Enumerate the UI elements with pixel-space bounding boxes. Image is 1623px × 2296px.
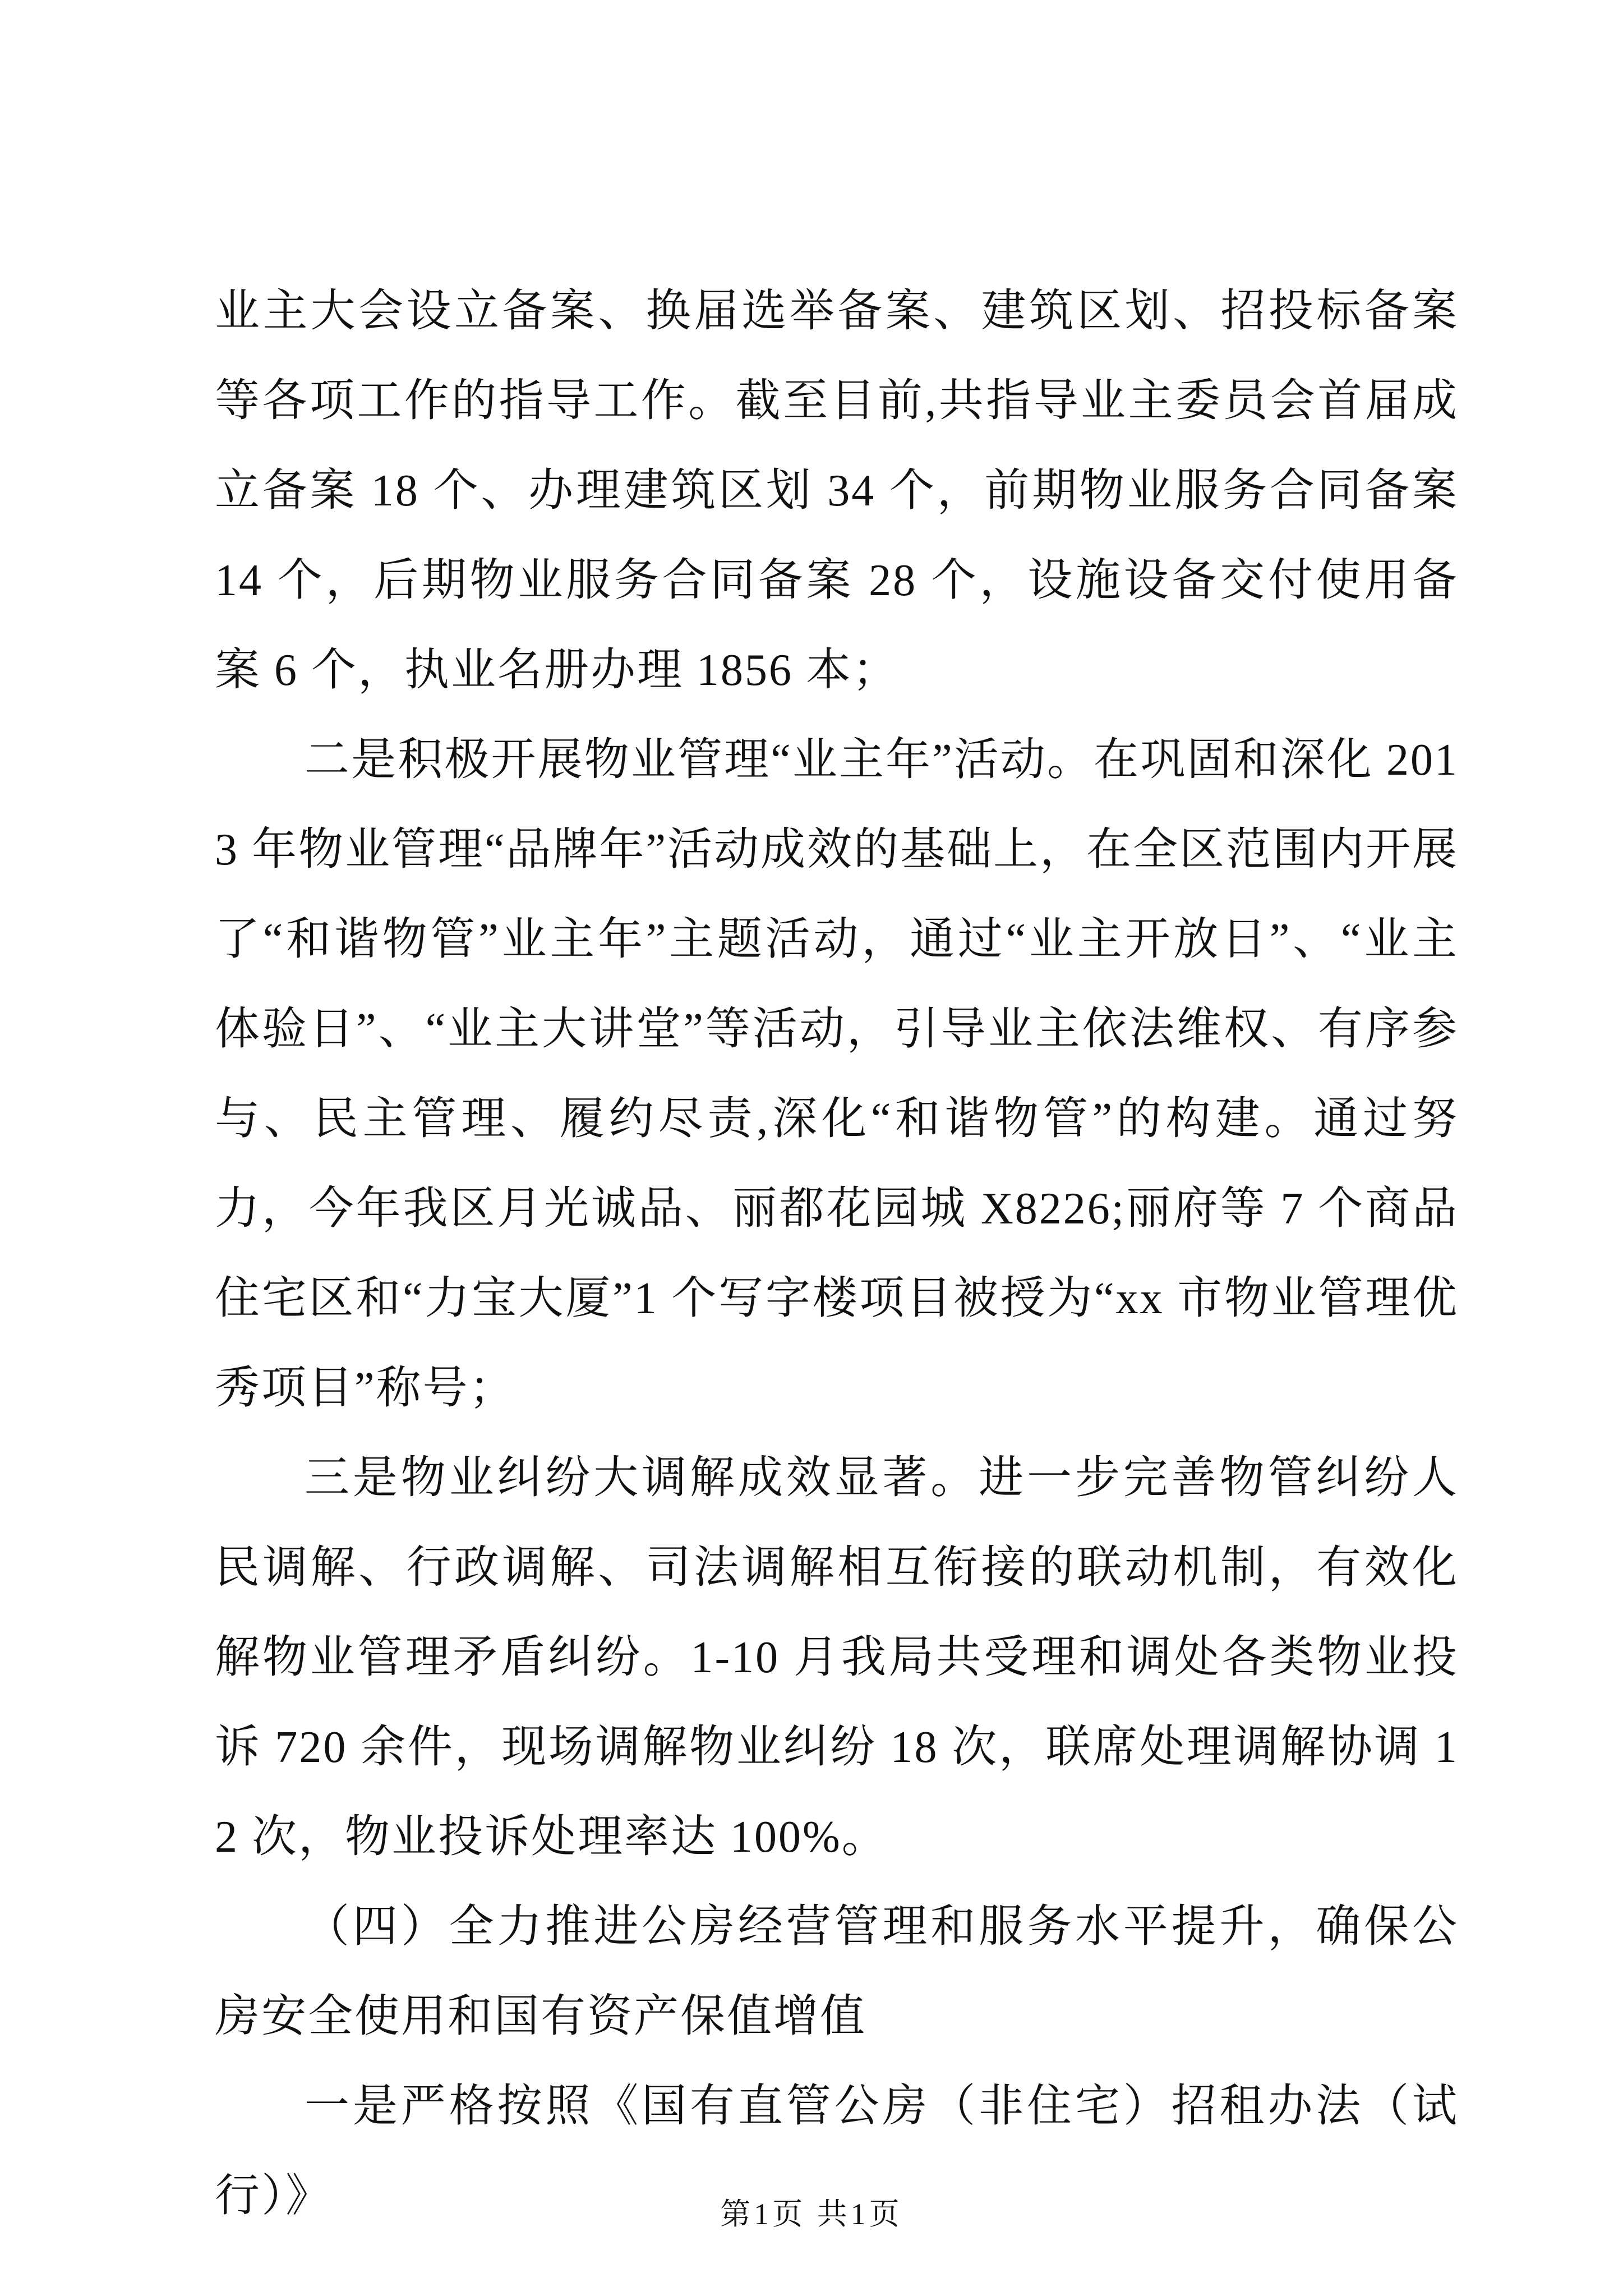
document-body xyxy=(215,266,1459,2241)
page-number-label: 第1页 共1页 xyxy=(720,2197,903,2231)
paragraph-item-three: 三是物业纠纷大调解成效显著。进一步完善物管纠纷人民调解、行政调解、司法调解相互衔接的联动机制，有效化解物业管理矛盾纠纷。1-10 月我局共受理和调处各类物业投诉 720 余件，现场调解物业纠纷 18 次，联席处理调解协调 12 次，物业投诉处理率达 100%。 xyxy=(215,1453,1459,1862)
paragraph-section-four-heading: （四）全力推进公房经营管理和服务水平提升，确保公房安全使用和国有资产保值增值 xyxy=(215,1902,1459,2041)
paragraph-item-one: 一是严格按照《国有直管公房（非住宅）招租办法（试行）》 xyxy=(215,2082,1459,2221)
page-footer xyxy=(0,2190,1623,2233)
paragraph-item-two: 二是积极开展物业管理“业主年”活动。在巩固和深化 2013 年物业管理“品牌年”活动成效的基础上，在全区范围内开展了“和谐物管”业主年”主题活动，通过“业主开放日”、“业主体验日”、“业主大讲堂”等活动，引导业主依法维权、有序参与、民主管理、履约尽责,深化“和谐物管”的构建。通过努力，今年我区月光诚品、丽都花园城 X8226;丽府等 7 个商品住宅区和“力宝大厦”1 个写字楼项目被授为“xx 市物业管理优秀项目”称号； xyxy=(215,735,1459,1413)
paragraph-continuation: 业主大会设立备案、换届选举备案、建筑区划、招投标备案等各项工作的指导工作。截至目前,共指导业主委员会首届成立备案 18 个、办理建筑区划 34 个，前期物业服务合同备案 14 个，后期物业服务合同备案 28 个，设施设备交付使用备案 6 个，执业名册办理 1856 本； xyxy=(215,287,1459,695)
